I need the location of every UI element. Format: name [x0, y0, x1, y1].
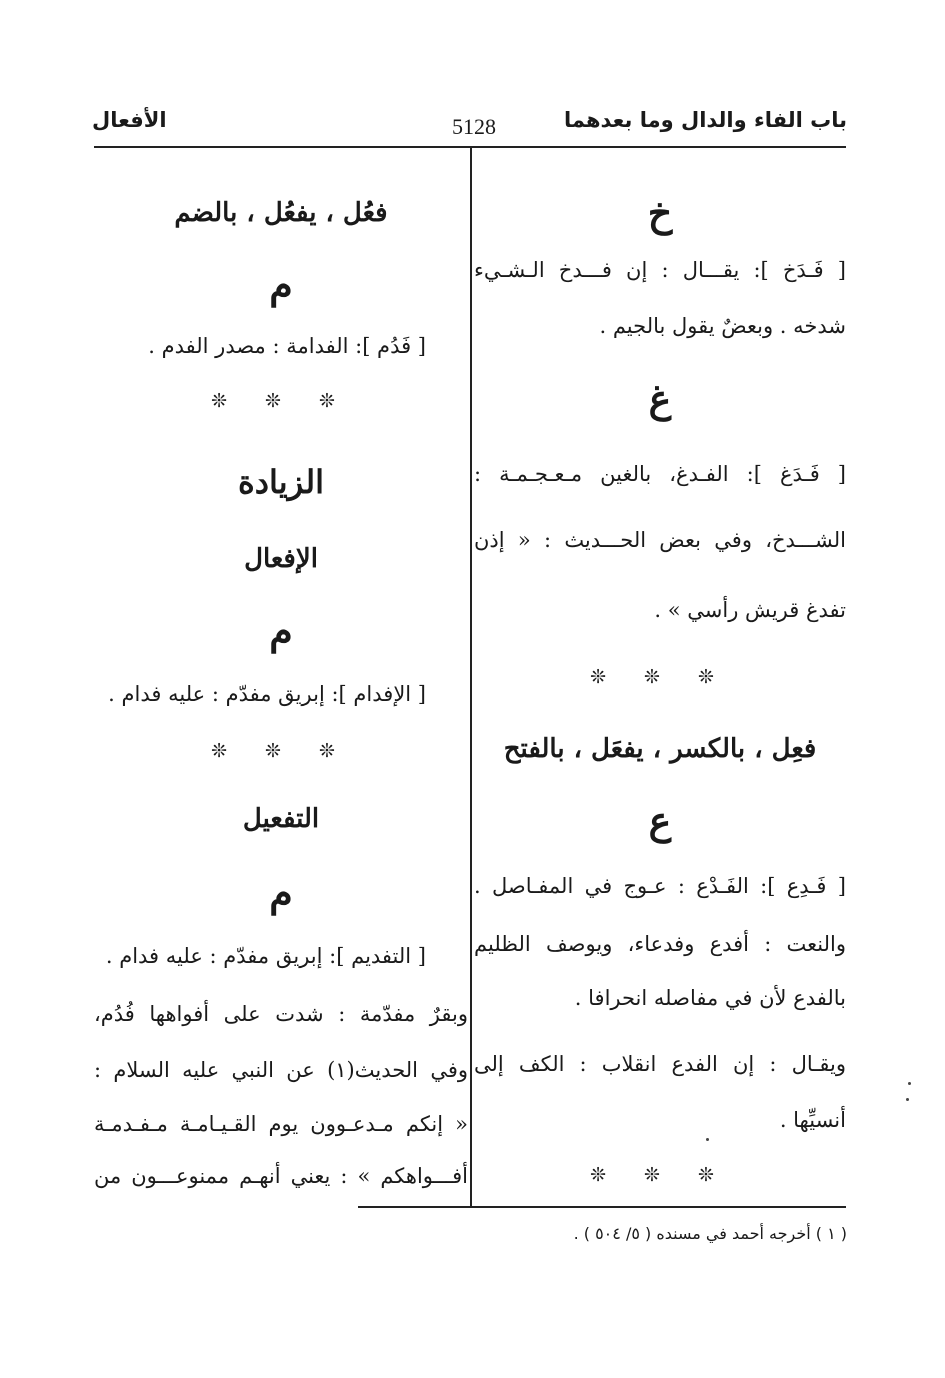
letter-heading-ghain: غ — [648, 376, 672, 421]
section-separator-stars: ❊ ❊ ❊ — [211, 390, 351, 412]
scan-speck — [706, 1138, 709, 1141]
entry-ifdam: [ الإفدام ]: إبريق مفدّم : عليه فدام . — [108, 682, 426, 706]
heading-ifal: الإفعال — [244, 544, 318, 574]
section-separator-stars: ❊ ❊ ❊ — [211, 740, 351, 762]
entry-fadagh-line-2: الشـــدخ، وفي بعض الحـــديث : « إذن — [474, 528, 846, 552]
entry-fadakh-line-2: شدخه . وبعضٌ يقول بالجيم . — [599, 314, 846, 338]
section-separator-stars: ❊ ❊ ❊ — [590, 666, 730, 688]
footnote-rule — [358, 1206, 846, 1208]
page-number: 5128 — [452, 114, 496, 139]
letter-heading-ain: ع — [648, 798, 672, 843]
entry-fadi-line-3: بالفدع لأن في مفاصله انحرافا . — [574, 986, 846, 1010]
entry-fadagh-line-1: [ فَـدَغ ]: الفـدغ، بالغين مـعـجـمـة : — [474, 462, 846, 486]
entry-tafdim-line-5: أفـــواهكم » : يعني أنهـم ممنوعـــون من — [94, 1164, 468, 1188]
heading-ziyada: الزيادة — [238, 463, 324, 501]
entry-fadi-line-4: ويقـال : إن الفدع انقلاب : الكف إلى — [474, 1052, 846, 1076]
entry-tafdim-line-3: وفي الحديث(١) عن النبي عليه السلام : — [94, 1058, 468, 1082]
scan-speck — [908, 1082, 911, 1085]
letter-heading-kha: خ — [647, 190, 673, 235]
section-separator-stars: ❊ ❊ ❊ — [590, 1164, 730, 1186]
entry-fadagh-line-3: تفدغ قريش رأسي » . — [654, 598, 846, 622]
footnote: ( ١ ) أخرجه أحمد في مسنده ( ٥/ ٥٠٤ ) . — [573, 1224, 847, 1243]
entry-fadakh-line-1: [ فَـدَخ ]: يقـــال : إن فـــدخ الـشـيء — [474, 258, 846, 282]
letter-heading-mim: م — [269, 262, 293, 307]
section-heading-damm: فعُل ، يفعُل ، بالضم — [174, 198, 388, 228]
scan-speck — [906, 1098, 909, 1101]
entry-tafdim-line-4: « إنكم مـدعـوون يوم القـيـامـة مـفـدمـة — [94, 1112, 468, 1136]
letter-heading-mim: م — [269, 608, 293, 653]
column-divider — [470, 148, 472, 1208]
entry-tafdim: [ التفديم ]: إبريق مفدّم : عليه فدام . — [105, 944, 426, 968]
entry-fadi-line-2: والنعت : أفدع وفدعاء، ويوصف الظليم — [474, 932, 846, 956]
entry-fadi-line-1: [ فَـدِع ]: الفَـدْع : عـوج في المفـاصل . — [474, 874, 846, 898]
entry-tafdim-line-2: وبقرٌ مفدّمة : شدت على أفواهها فُدُم، — [94, 1002, 468, 1026]
heading-tafil: التفعيل — [242, 804, 320, 834]
section-heading-kasr: فعِل ، بالكسر ، يفعَل ، بالفتح — [503, 734, 817, 764]
entry-fadi-line-5: أنسيِّها . — [779, 1108, 846, 1132]
chapter-title: باب الفاء والدال وما بعدهما — [564, 108, 847, 132]
letter-heading-mim: م — [269, 870, 293, 915]
section-title: الأفعال — [92, 108, 167, 132]
entry-fadum: [ فَدُم ]: الفدامة : مصدر الفدم . — [148, 334, 426, 358]
